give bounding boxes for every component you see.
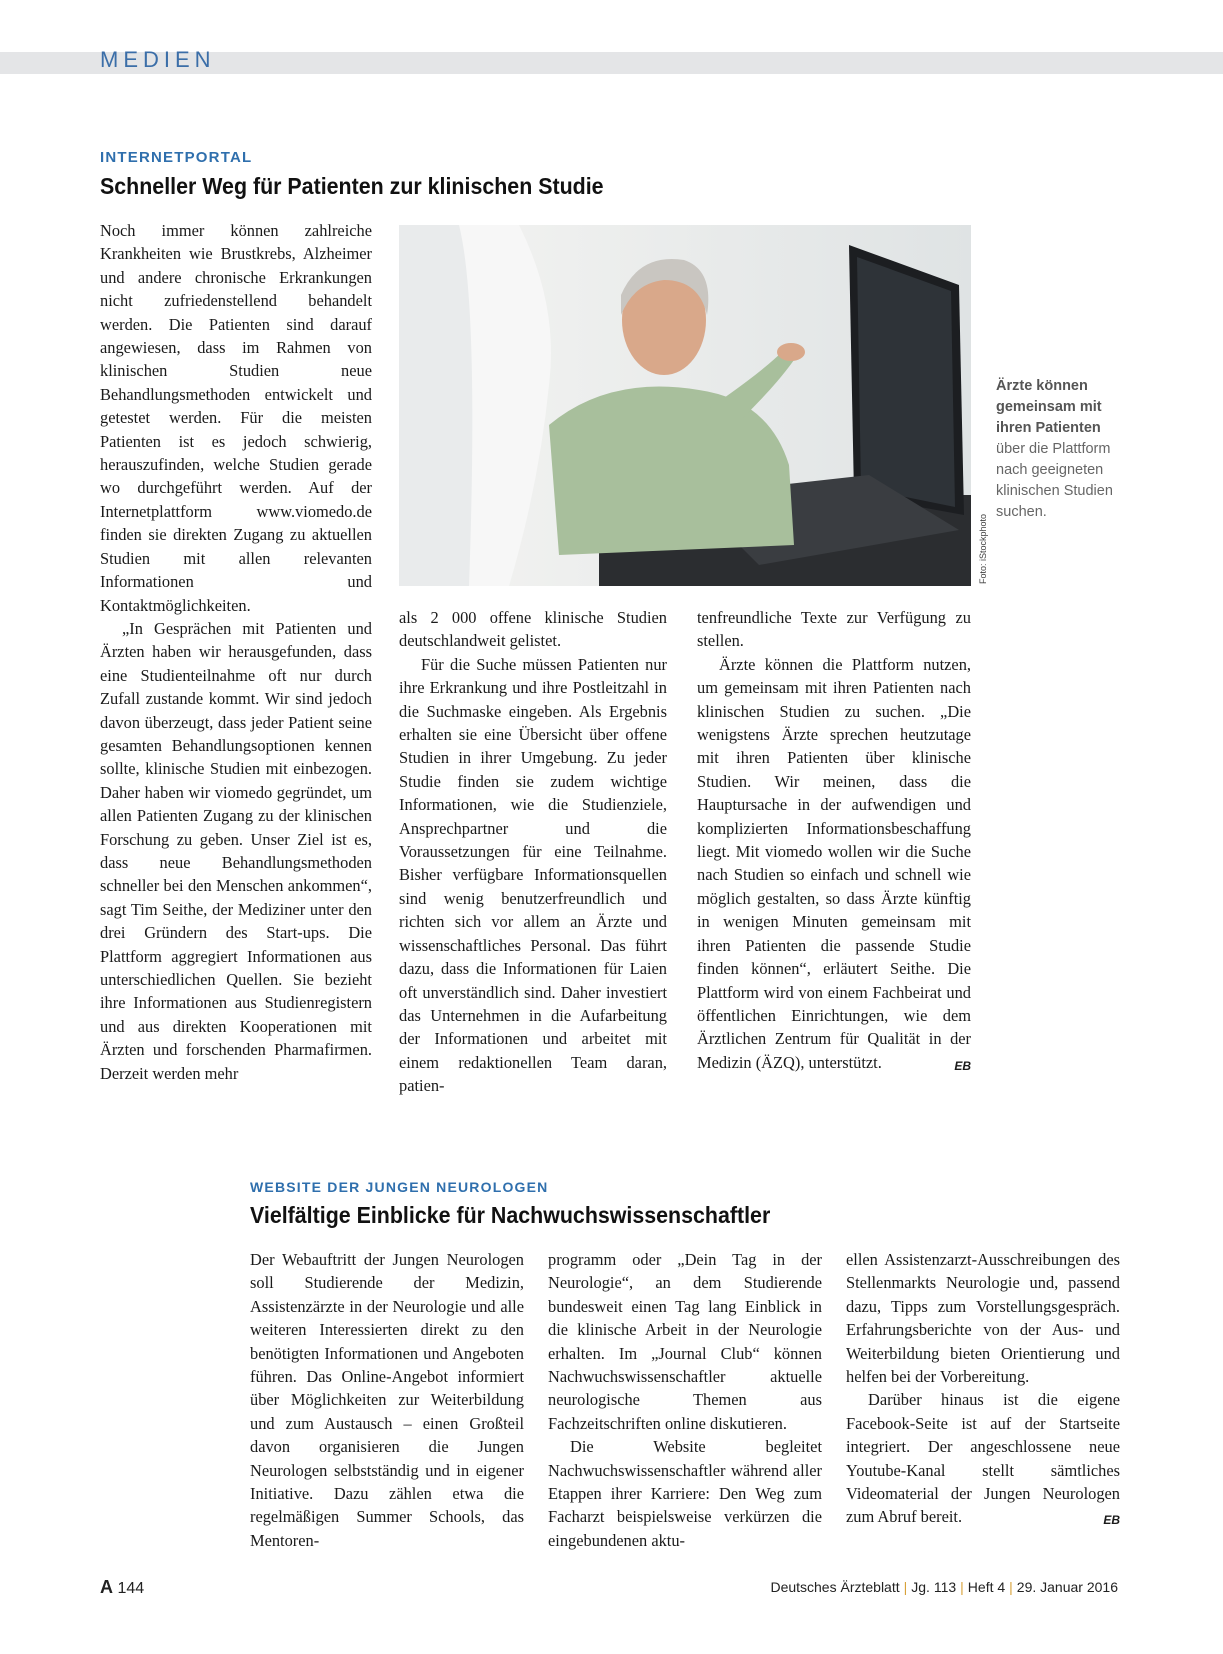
article2-column-1 [250,1248,524,1552]
doctor-patient-photo [399,225,971,586]
article2-column-2 [548,1248,822,1552]
page-number [100,1577,144,1598]
paragraph: programm oder „Dein Tag in der Neurologie“, an dem Studierende bundesweit einen Tag lang Einblick in die klinische Arbeit in der Neurologie erhalten. Im „Journal Club“ können Nachwuchswissenschaftler aktuelle neurologische Themen aus Fachzeitschriften online diskutieren. [548,1250,822,1433]
paragraph: tenfreundliche Texte zur Verfügung zu stellen. [697,608,971,651]
paragraph [697,653,971,1074]
paragraph: Die Website begleitet Nachwuchswissenschaftler während aller Etappen ihrer Karriere: Den Weg zum Facharzt beispielsweise verkürzen die eingebundenen aktu- [548,1437,822,1550]
separator: | [1009,1579,1013,1595]
page-prefix: A [100,1577,113,1597]
author-signature: EB [1103,1513,1120,1528]
paragraph: Noch immer können zahlreiche Krankheiten wie Brustkrebs, Alzheimer und andere chronische Erkrankungen nicht zufriedenstellend behandelt werden. Die Patienten sind darauf angewiesen, dass im Rahmen von klinischen Studien neue Behandlungsmethoden entwickelt und getestet werden. Für die meisten Patienten ist es jedoch schwierig, herauszufinden, welche Studien gerade wo durchgeführt werden. Auf der Internetplattform www.viomedo.de finden sie direkten Zugang zu aktuellen Studien mit allen relevanten Informationen und Kontaktmöglichkeiten. [100,221,372,615]
paragraph: Der Webauftritt der Jungen Neurologen soll Studierende der Medizin, Assistenzärzte in der Neurologie und alle weiteren Interessierten direkt zu den benötigten Informationen und Angeboten führen. Das Online-Angebot informiert über Möglichkeiten zur Weiterbildung und zum Austausch – einen Großteil davon organisieren die Jungen Neurologen selbstständig und in eigener Initiative. Dazu zählen etwa die regelmäßigen Summer Schools, das Mentoren- [250,1250,524,1550]
page-number-value: 144 [117,1580,145,1597]
photo-caption [996,376,1126,523]
separator: | [903,1579,908,1595]
author-signature: EB [954,1058,971,1073]
article1-column-3 [697,606,971,1078]
paragraph: als 2 000 offene klinische Studien deutschlandweit gelistet. [399,608,667,651]
paragraph [846,1388,1120,1528]
paragraph: Für die Suche müssen Patienten nur ihre Erkrankung und ihre Postleitzahl in die Suchmaske eingeben. Als Ergebnis erhalten sie eine Übersicht über offene Studien in ihrer Umgebung. Zu jeder Studie finden sie zudem wichtige Informationen, wie die Studienziele, Ansprechpartner und die Voraussetzungen für eine Teilnahme. Bisher verfügbare Informationsquellen sind wenig benutzerfreundlich und richten sich vor allem an Ärzte und wissenschaftliches Personal. Das führt dazu, dass die Informationen für Laien oft unverständlich sind. Daher investiert das Unternehmen in die Aufarbeitung der Informationen und arbeitet mit einem redaktionellen Team daran, patien- [399,654,667,1096]
paragraph: ellen Assistenzarzt-Ausschreibungen des Stellenmarkts Neurologie und, passend dazu, Tipps zum Vorstellungsgespräch. Erfahrungsberichte von der Aus- und Weiterbildung bieten Orientierung und helfen bei der Vorbereitung. [846,1250,1120,1387]
article2-kicker: WEBSITE DER JUNGEN NEUROLOGEN [250,1179,549,1195]
issue-date: 29. Januar 2016 [1016,1579,1118,1595]
article1-column-2 [399,606,667,1098]
article2-column-3 [846,1248,1120,1533]
paragraph-text: Ärzte können die Plattform nutzen, um gemeinsam mit ihren Patienten nach klinischen Studien zu suchen. „Die wenigstens Ärzte sprechen heutzutage mit ihren Patienten über klinische Studien. Wir meinen, dass die Hauptursache in der aufwendigen und komplizierten Informationsbeschaffung liegt. Mit viomedo wollen wir die Suche nach Studien so einfach und schnell wie möglich gestalten, so dass Ärzte künftig in wenigen Minuten gemeinsam mit ihren Patienten die passende Studie finden können“, erläutert Seithe. Die Plattform wird von einem Fachbeirat und öffentlichen Einrichtungen, wie dem Ärztlichen Zentrum für Qualität in der Medizin (ÄZQ), unterstützt. [697,654,971,1072]
photo-credit: Foto: iStockphoto [978,513,988,584]
section-label: MEDIEN [100,47,216,72]
article2-title: Vielfältige Einblicke für Nachwuchswissenschaftler [250,1202,771,1228]
article1-title: Schneller Weg für Patienten zur klinischen Studie [100,173,604,199]
volume: Jg. 113 [911,1579,957,1595]
article1-kicker: INTERNETPORTAL [100,149,253,166]
caption-text: über die Plattform nach geeigneten klinischen Studien suchen. [996,441,1113,520]
issue: Heft 4 [967,1579,1006,1595]
paragraph: „In Gesprächen mit Patienten und Ärzten haben wir herausgefunden, dass eine Studienteilnahme oft nur durch Zufall zustande kommt. Wir sind jedoch davon überzeugt, dass jeder Patient seine gesamten Behandlungsoptionen kennen sollte, klinische Studien mit einbezogen. Daher haben wir viomedo gegründet, um allen Patienten Zugang zu der klinischen Forschung zu geben. Unser Ziel ist es, dass neue Behandlungsmethoden schneller bei den Menschen ankommen“, sagt Tim Seithe, der Mediziner unter den drei Gründern des Start-ups. Die Plattform aggregiert Informationen aus unterschiedlichen Quellen. Sie bezieht ihre Informationen aus Studienregistern und aus direkten Kooperationen mit Ärzten und forschenden Pharmafirmen. Derzeit werden mehr [100,618,372,1083]
journal-name: Deutsches Ärzteblatt [770,1579,900,1595]
journal-footer [770,1579,1118,1595]
article1-photo [399,225,971,586]
separator: | [960,1579,964,1595]
caption-bold: Ärzte können gemeinsam mit ihren Patienten [996,378,1102,436]
article1-column-1 [100,219,372,1085]
paragraph-text: Darüber hinaus ist die eigene Facebook-Seite ist auf der Startseite integriert. Der angeschlossene neue Youtube-Kanal stellt sämtliches Videomaterial der Jungen Neurologen zum Abruf bereit. [846,1390,1120,1527]
